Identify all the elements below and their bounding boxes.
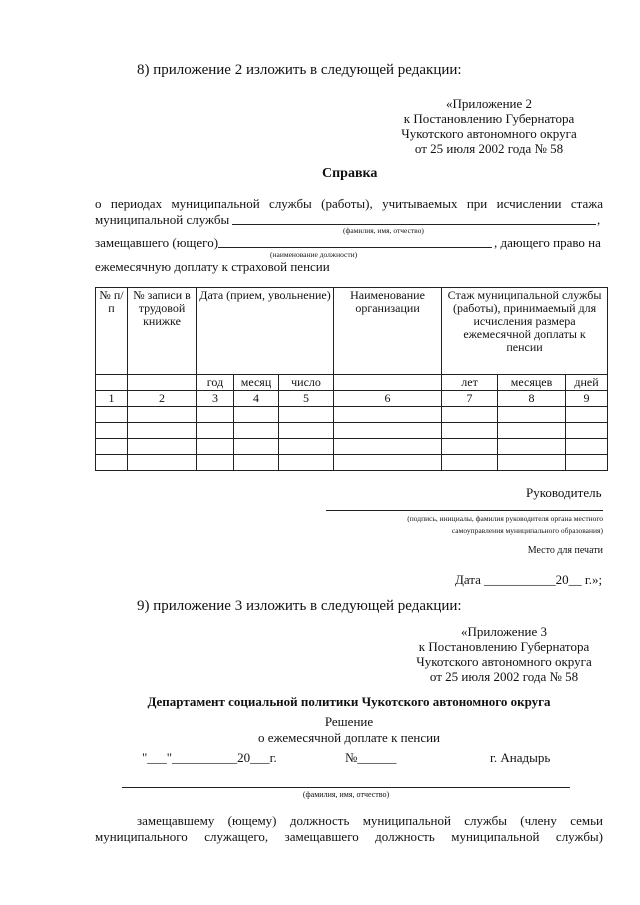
header-num: № п/п: [96, 288, 128, 375]
header-date: Дата (прием, увольнение): [197, 288, 334, 375]
spravka-para-line2-suffix: ,: [597, 212, 601, 227]
col-number: 2: [128, 391, 197, 407]
decision-number-field[interactable]: №______: [345, 750, 397, 765]
decision-para-line2: муниципального служащего, замещавшего должность муниципальной службы): [95, 829, 603, 844]
annex-2-line3: Чукотского автономного округа: [401, 126, 577, 141]
col-number: 3: [197, 391, 234, 407]
spravka-table: [95, 287, 608, 471]
annex-2-header: [380, 96, 598, 156]
annex-2-line4: от 25 июля 2002 года № 58: [414, 141, 564, 156]
col-number: 6: [334, 391, 442, 407]
signature-caption-2: самоуправления муниципального образования): [451, 526, 603, 535]
signature-blank-line[interactable]: [326, 510, 603, 511]
signature-title: Руководитель: [526, 485, 602, 500]
header-record: № записи в трудовой книжке: [128, 288, 197, 375]
annex-3-line4: от 25 июля 2002 года № 58: [429, 669, 579, 684]
item-8-heading: 8) приложение 2 изложить в следующей редакции:: [137, 62, 462, 78]
decision-fio-caption: (фамилия, имя, отчество): [302, 790, 390, 799]
item-9-heading: 9) приложение 3 изложить в следующей редакции:: [137, 598, 462, 614]
spravka-title: Справка: [322, 166, 378, 181]
position-caption: (наименование должности): [270, 250, 358, 259]
empty-sub-cell: [334, 375, 442, 391]
decision-date-field[interactable]: "___"__________20___г.: [142, 750, 277, 765]
fio-caption: (фамилия, имя, отчество): [343, 226, 424, 235]
col-number: 1: [96, 391, 128, 407]
header-stazh: Стаж муниципальной службы (работы), принимаемый для исчисления размера ежемесячной доплаты к пенсии: [442, 288, 608, 375]
empty-sub-cell: [96, 375, 128, 391]
decision-city: г. Анадырь: [490, 750, 551, 765]
table-row: [96, 423, 608, 439]
spravka-line3-prefix: замещавшего (ющего): [95, 235, 219, 250]
header-years: лет: [442, 375, 498, 391]
empty-sub-cell: [128, 375, 197, 391]
signature-date: Дата ___________20__ г.»;: [455, 572, 603, 587]
header-months: месяцев: [498, 375, 566, 391]
annex-2-line2: к Постановлению Губернатора: [403, 111, 575, 126]
header-days: дней: [566, 375, 608, 391]
annex-3-line3: Чукотского автономного округа: [416, 654, 592, 669]
fio-blank-line[interactable]: [232, 224, 596, 225]
stamp-place: Место для печати: [527, 545, 603, 556]
col-number: 5: [279, 391, 334, 407]
spravka-line3-suffix: , дающего право на: [494, 235, 601, 250]
col-number: 4: [234, 391, 279, 407]
header-day: число: [279, 375, 334, 391]
table-row: [96, 455, 608, 471]
decision-fio-blank-line[interactable]: [122, 787, 570, 788]
decision-para-line1: замещавшему (ющему) должность муниципальной службы (члену семьи: [137, 813, 603, 828]
spravka-para-line1: о периодах муниципальной службы (работы), учитываемых при исчислении стажа: [95, 196, 603, 211]
signature-caption-1: (подпись, инициалы, фамилия руководителя органа местного: [407, 514, 603, 523]
col-number: 7: [442, 391, 498, 407]
annex-2-line1: «Приложение 2: [445, 96, 533, 111]
position-blank-line[interactable]: [218, 247, 492, 248]
annex-3-line1: «Приложение 3: [460, 624, 548, 639]
decision-subtitle: о ежемесячной доплате к пенсии: [258, 730, 440, 745]
annex-3-line2: к Постановлению Губернатора: [418, 639, 590, 654]
col-number: 8: [498, 391, 566, 407]
spravka-line4: ежемесячную доплату к страховой пенсии: [95, 259, 330, 274]
decision-title: Решение: [324, 714, 374, 729]
table-row: [96, 439, 608, 455]
col-number: 9: [566, 391, 608, 407]
header-year: год: [197, 375, 234, 391]
spravka-para-line2-prefix: муниципальной службы: [95, 212, 230, 227]
table-row: [96, 407, 608, 423]
department-title: Департамент социальной политики Чукотского автономного округа: [147, 694, 551, 709]
header-organization: Наименование организации: [334, 288, 442, 375]
header-month: месяц: [234, 375, 279, 391]
annex-3-header: [395, 624, 613, 684]
